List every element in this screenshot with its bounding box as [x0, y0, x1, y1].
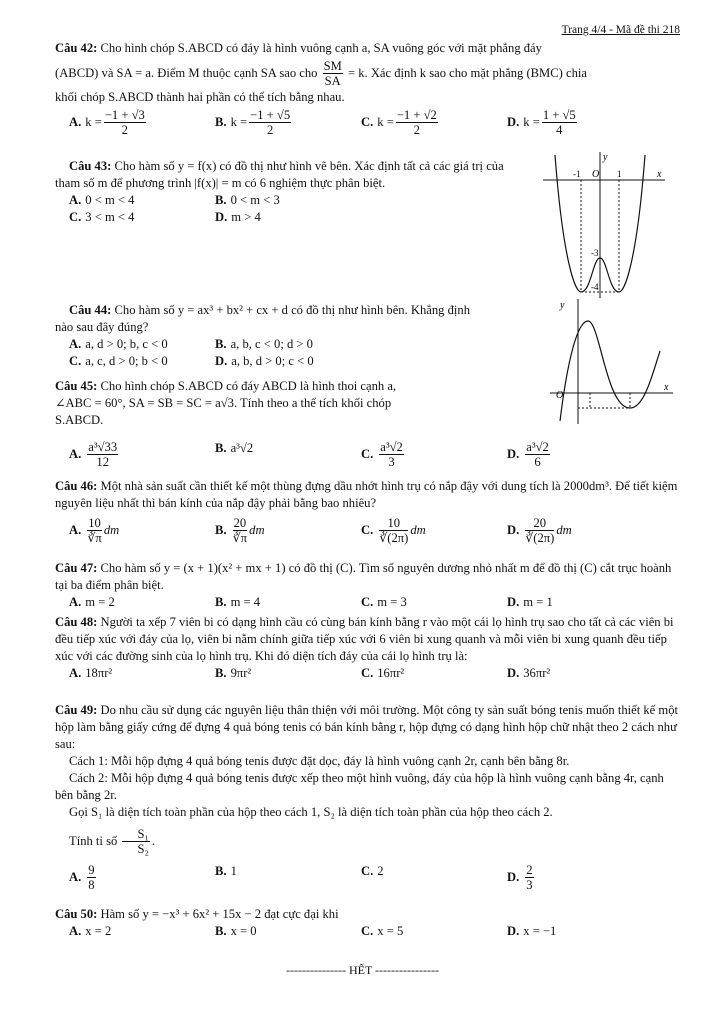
answer-option-b[interactable]: B. 9πr² — [215, 666, 252, 680]
graph-quartic — [535, 150, 675, 300]
question-label: Câu 43: — [69, 159, 112, 173]
answer-option-c[interactable]: C. 2 — [361, 863, 384, 878]
answer-option-b[interactable]: B. k = $\frac{-1 + √5}{2}$ — [215, 107, 291, 138]
question-48 — [55, 614, 683, 682]
question-label: Câu 47: — [55, 561, 98, 575]
answer-option-d[interactable]: D. m > 4 — [215, 210, 261, 224]
question-47 — [55, 560, 683, 611]
question-label: Câu 49: — [55, 703, 98, 717]
answer-option-a[interactable]: A. a, d > 0; b, c < 0 — [69, 337, 168, 351]
answer-option-d[interactable]: D. k = $\frac{1 + √5}{4}$ — [507, 107, 576, 138]
answer-option-d[interactable]: D. x = −1 — [507, 924, 557, 938]
answer-option-d[interactable]: D. m = 1 — [507, 595, 553, 609]
definition-text: Gọi S₁ là diện tích toàn phần của hộp theo cách 1, S₂ là diện tích toàn phần của hộp theo cách 2. — [69, 805, 553, 819]
answer-option-d[interactable]: D. $\frac{20}{∛(2\pi)}$ dm — [507, 516, 572, 546]
axis-label-y: y — [603, 152, 608, 163]
answer-option-b[interactable]: B. m = 4 — [215, 595, 261, 609]
answer-option-c[interactable]: C. x = 5 — [361, 924, 404, 938]
question-text: ∠ABC = 60°, SA = SB = SC = a√3. Tính theo a thể tích khối chóp — [55, 396, 392, 410]
answer-options — [69, 108, 683, 138]
question-text: Cho hàm số y = ax³ + bx² + cx + d có đồ thị như hình bên. Khẳng định nào sau đây đúng? — [55, 303, 470, 334]
origin-label: O — [592, 169, 600, 180]
graph-cubic — [548, 296, 678, 426]
question-text: (ABCD) và SA = a. Điểm M thuộc cạnh SA sao cho — [55, 65, 318, 80]
answer-option-a[interactable]: A. $\frac{10}{∛\pi}$ dm — [69, 516, 120, 546]
answer-option-a[interactable]: A. 18πr² — [69, 666, 113, 680]
answer-option-a[interactable]: A. k = $\frac{-1 + √3}{2}$ — [69, 107, 145, 138]
answer-option-d[interactable]: D. $\frac{\text{a³√2}}{6}$ — [507, 440, 549, 470]
question-49 — [55, 702, 683, 893]
answer-option-c[interactable]: C. k = $\frac{-1 + √2}{2}$ — [361, 107, 437, 138]
answer-options — [69, 336, 485, 353]
answer-options — [69, 353, 485, 370]
tick-label: -1 — [573, 169, 581, 179]
answer-options — [69, 665, 683, 682]
axis-label-x: x — [664, 382, 669, 393]
answer-option-a[interactable]: A. x = 2 — [69, 924, 112, 938]
answer-options — [69, 923, 683, 940]
answer-option-c[interactable]: C. 3 < m < 4 — [69, 210, 135, 224]
tick-label: -4 — [591, 282, 599, 292]
answer-option-c[interactable]: C. $\frac{10}{∛(2\pi)}$ dm — [361, 516, 426, 546]
answer-option-d[interactable]: D. a, b, d > 0; c < 0 — [215, 354, 314, 368]
question-45 — [55, 378, 485, 429]
question-label: Câu 44: — [69, 303, 112, 317]
answer-option-c[interactable]: C. 16πr² — [361, 666, 405, 680]
question-text: Cho hàm số y = (x + 1)(x² + mx + 1) có đồ thị (C). Tìm số nguyên dương nhỏ nhất m để đồ thị (C) cắt trục hoành tại ba điểm phân biệt. — [55, 561, 672, 592]
question-text: Một nhà sản suất cần thiết kế một thùng đựng dầu nhớt hình trụ có nắp đậy với dung tích là 2000dm³. Để tiết kiệm nguyên liệu nhất thì bán kính của nắp đậy phải bằng bao nhiêu? — [55, 479, 678, 510]
question-text: S.ABCD. — [55, 413, 104, 427]
tick-label: -3 — [591, 248, 599, 258]
question-label: Câu 50: — [55, 907, 98, 921]
question-text: Cho hình chóp S.ABCD có đáy ABCD là hình thoi cạnh a, — [100, 379, 397, 393]
tick-label: 1 — [617, 169, 622, 179]
answer-option-b[interactable]: B. a, b, c < 0; d > 0 — [215, 337, 313, 351]
question-text: = k. Xác định k sao cho mặt phẳng (BMC) chia — [347, 65, 587, 80]
question-43 — [55, 158, 525, 226]
answer-options — [69, 209, 525, 226]
ratio-line: Tính tỉ số $\frac{\text{S₁}}{\text{S₂}}$ . — [69, 827, 155, 857]
question-label: Câu 45: — [55, 379, 98, 393]
question-text: khối chóp S.ABCD thành hai phần có thể tích bằng nhau. — [55, 89, 345, 104]
question-label: Câu 48: — [55, 615, 98, 629]
answer-option-b[interactable]: B. a³√2 — [215, 441, 254, 455]
question-50 — [55, 906, 683, 940]
question-46 — [55, 478, 683, 546]
case-1-text: Cách 1: Mỗi hộp đựng 4 quả bóng tenis được đặt dọc, đáy là hình vuông cạnh 2r, cạnh bên bằng 8r. — [69, 754, 570, 768]
answer-option-a[interactable]: A. $\frac{9}{8}$ — [69, 862, 95, 893]
answer-option-a[interactable]: A. m = 2 — [69, 595, 115, 609]
answer-option-b[interactable]: B. x = 0 — [215, 924, 257, 938]
curve — [560, 321, 660, 421]
answer-options — [69, 516, 683, 546]
question-text: Cho hình chóp S.ABCD có đáy là hình vuông cạnh a, SA vuông góc với mặt phẳng đáy — [100, 41, 542, 55]
question-label: Câu 42: — [55, 41, 98, 55]
answer-options — [69, 594, 683, 611]
axis-label-y: y — [560, 300, 565, 311]
answer-option-b[interactable]: B. 0 < m < 3 — [215, 193, 280, 207]
answer-options — [69, 863, 683, 893]
question-text: Người ta xếp 7 viên bi có dạng hình cầu có cùng bán kính bằng r vào một cái lọ hình trụ sao cho tất cả các viên bi đều tiếp xúc với đáy của lọ, viên bi nằm chính giữa tiếp xúc với 6 viên bi xung quanh và mỗi viên bi xung quanh đều tiếp xúc với các đường sinh của lọ hình trụ. Khi đó diện tích đáy của cái lọ hình trụ là: — [55, 615, 674, 663]
answer-options — [69, 192, 525, 209]
end-marker: --------------- HẾT ---------------- — [286, 963, 439, 977]
question-text: Do nhu cầu sử dụng các nguyên liệu thân thiện với môi trường. Một công ty sản suất bóng tenis muốn thiết kế một hộp làm bằng giấy cứng để đựng 4 quả bóng tenis có bán kính bằng r, hộp đựng có dạng hình hộp chữ nhật theo 2 cách như sau: — [55, 703, 679, 751]
answer-option-c[interactable]: C. a, c, d > 0; b < 0 — [69, 354, 168, 368]
question-label: Câu 46: — [55, 479, 98, 493]
answer-option-d[interactable]: D. 36πr² — [507, 666, 551, 680]
answer-option-a[interactable]: A. 0 < m < 4 — [69, 193, 135, 207]
axis-label-x: x — [657, 169, 662, 180]
question-text: Hàm số y = −x³ + 6x² + 15x − 2 đạt cực đại khi — [100, 907, 339, 921]
answer-option-d[interactable]: D. $\frac{2}{3}$ — [507, 862, 533, 893]
question-text: Cho hàm số y = f(x) có đồ thị như hình vẽ bên. Xác định tất cả các giá trị của tham số m để phương trình |f(x)| = m có 6 nghiệm thực phân biệt. — [55, 159, 504, 190]
answer-option-c[interactable]: C. m = 3 — [361, 595, 407, 609]
case-2-text: Cách 2: Mỗi hộp đựng 4 quả bóng tenis được xếp theo một hình vuông, đáy của hộp là hình vuông cạnh bằng 4r, cạnh bên bằng 2r. — [55, 771, 664, 802]
question-44 — [55, 302, 485, 370]
origin-label: O — [556, 390, 564, 401]
page-header: Trang 4/4 - Mã đề thi 218 — [561, 24, 680, 36]
answer-options — [69, 440, 697, 470]
answer-option-b[interactable]: B. 1 — [215, 863, 237, 878]
answer-option-a[interactable]: A. $\frac{\text{a³√33}}{12}$ — [69, 440, 118, 470]
answer-option-c[interactable]: C. $\frac{\text{a³√2}}{3}$ — [361, 440, 403, 470]
answer-option-b[interactable]: B. $\frac{20}{∛\pi}$ dm — [215, 516, 265, 546]
question-42 — [55, 40, 683, 138]
fraction: $\frac{SM}{SA}$ — [323, 59, 342, 89]
